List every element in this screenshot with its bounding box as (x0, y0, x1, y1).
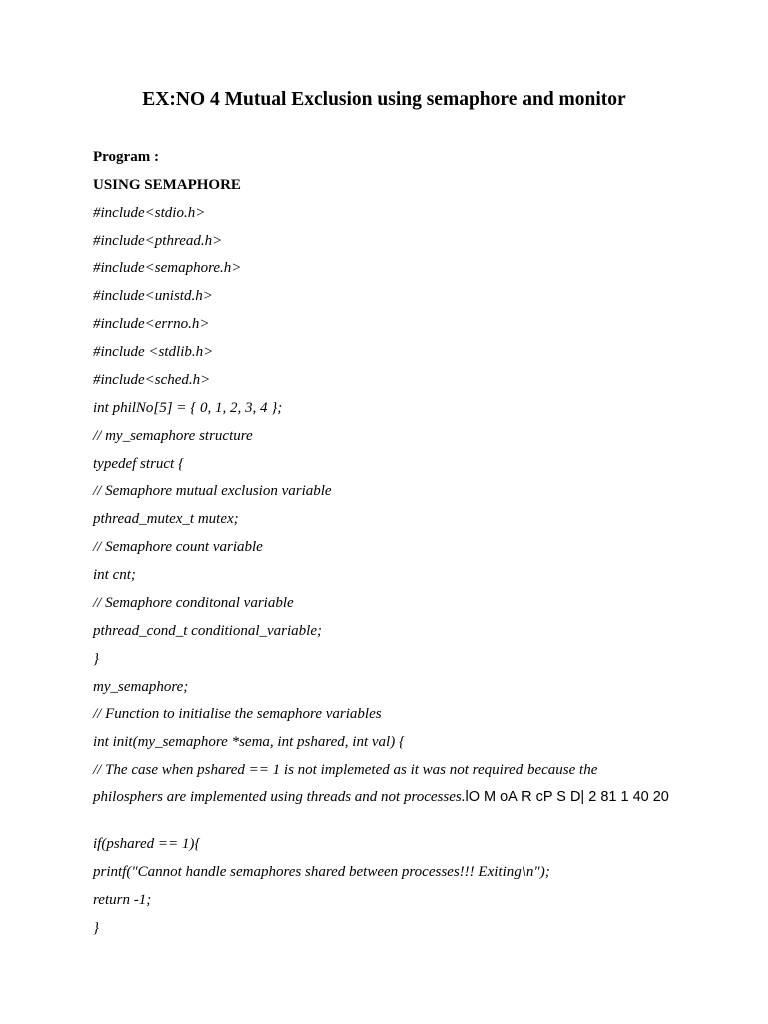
code-line: my_semaphore; (93, 679, 189, 695)
code-comment: // my_semaphore structure (93, 428, 253, 444)
code-line: #include<sched.h> (93, 372, 211, 388)
page-title: EX:NO 4 Mutual Exclusion using semaphore and monitor (142, 89, 626, 110)
code-line: #include<stdio.h> (93, 205, 206, 221)
code-line: #include<pthread.h> (93, 233, 223, 249)
code-line: printf("Cannot handle semaphores shared between processes!!! Exiting\n"); (93, 864, 550, 880)
code-line: int cnt; (93, 567, 136, 583)
code-line: return -1; (93, 892, 152, 908)
wrapped-code-text: philosphers are implemented using threads and not processes. (93, 789, 466, 805)
code-line: } (93, 920, 99, 936)
program-label: Program : (93, 149, 159, 165)
code-line: #include<errno.h> (93, 316, 210, 332)
watermark-text: lO M oA R cP S D| 2 81 1 40 20 (465, 789, 669, 805)
code-line: int philNo[5] = { 0, 1, 2, 3, 4 }; (93, 400, 283, 416)
code-line: #include <stdlib.h> (93, 344, 214, 360)
wrapped-code-line (93, 789, 673, 806)
code-comment: // Semaphore mutual exclusion variable (93, 483, 332, 499)
code-comment: // Function to initialise the semaphore variables (93, 706, 382, 722)
code-line: } (93, 651, 99, 667)
code-comment: // Semaphore conditonal variable (93, 595, 294, 611)
code-comment: // Semaphore count variable (93, 539, 263, 555)
code-line: typedef struct { (93, 456, 184, 472)
code-line: #include<semaphore.h> (93, 260, 242, 276)
code-line: #include<unistd.h> (93, 288, 213, 304)
code-comment: // The case when pshared == 1 is not implemeted as it was not required because the (93, 762, 598, 778)
code-line: pthread_mutex_t mutex; (93, 511, 239, 527)
code-line: if(pshared == 1){ (93, 836, 201, 852)
section-heading: USING SEMAPHORE (93, 177, 241, 193)
code-line: pthread_cond_t conditional_variable; (93, 623, 322, 639)
code-line: int init(my_semaphore *sema, int pshared, int val) { (93, 734, 405, 750)
